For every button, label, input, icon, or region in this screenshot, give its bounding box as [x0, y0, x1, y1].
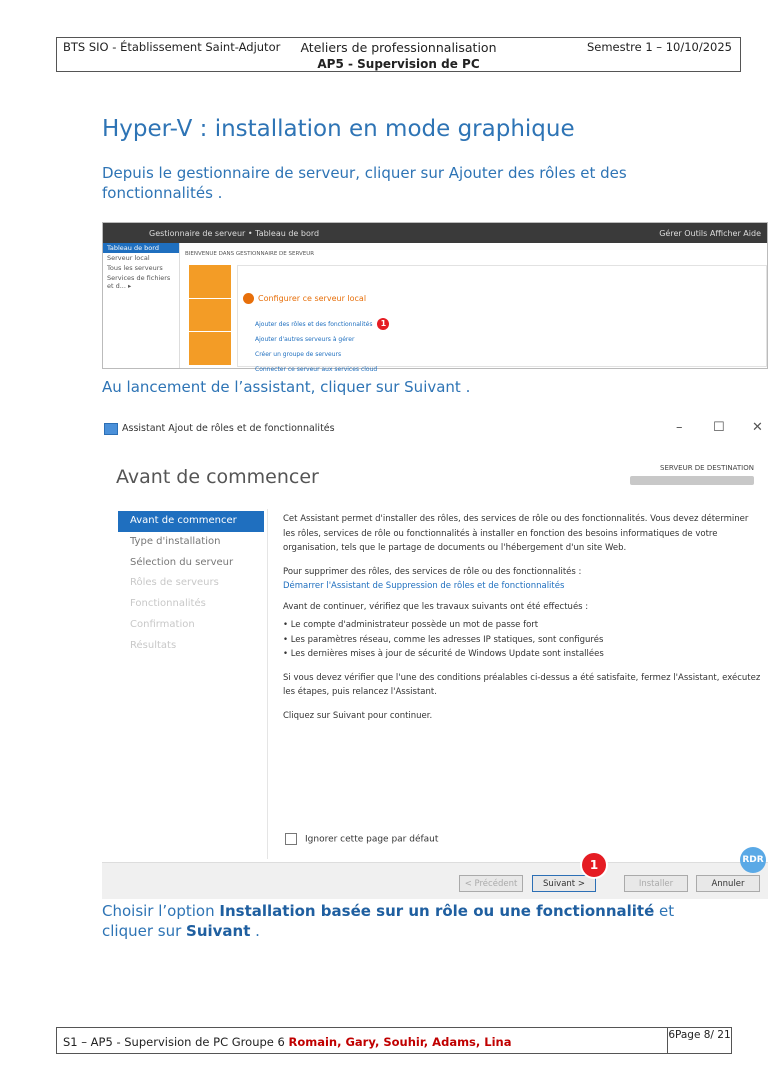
minimize-icon: –	[676, 420, 683, 435]
footer-left: S1 – AP5 - Supervision de PC Groupe 6 Romain, Gary, Souhir, Adams, Lina	[63, 1035, 512, 1049]
header-left: BTS SIO - Établissement Saint-Adjutor	[63, 40, 281, 54]
nav-server-roles: Rôles de serveurs	[130, 577, 219, 589]
welcome-title: BIENVENUE DANS GESTIONNAIRE DE SERVEUR	[185, 251, 315, 257]
step-dot-icon	[243, 293, 254, 304]
intro-text: Cet Assistant permet d'installer des rôles, des services de rôle ou des fonctionnalités. Vous devez déterminer les rôles, services de rôle ou fonctionnalités à installer en fonction des besoins informatiques de votre organisation, tels que le partage de documents ou l'hébergement d'un site Web.	[283, 514, 749, 553]
bullet-item: Les paramètres réseau, comme les adresses IP statiques, sont configurés	[290, 634, 604, 645]
link-create-group: Créer un groupe de serveurs	[255, 351, 342, 358]
wizard-titlebar	[102, 414, 768, 444]
sidebar-item-all-servers: Tous les serveurs	[107, 264, 163, 272]
server-manager-sidebar	[103, 243, 180, 368]
nav-installation-type: Type d'installation	[130, 535, 221, 547]
rdr-logo-icon: RDR	[740, 847, 766, 873]
step-badge: 1	[582, 853, 606, 877]
page-footer	[56, 1027, 732, 1054]
prereq-text: Si vous devez vérifier que l'une des conditions préalables ci-dessus a été satisfaite, fermez l'Assistant, exécutez les étapes, puis relancez l'Assistant.	[283, 672, 761, 697]
server-manager-titlebar	[103, 223, 767, 243]
remove-wizard-link: Démarrer l'Assistant de Suppression de rôles et de fonctionnalités	[283, 581, 565, 591]
nav-confirmation: Confirmation	[130, 618, 195, 630]
header-right: Semestre 1 – 10/10/2025	[586, 40, 732, 54]
previous-button: < Précédent	[459, 875, 523, 892]
quick-start-links	[255, 317, 389, 377]
checkbox-icon	[285, 833, 297, 845]
server-manager-menu: Gérer Outils Afficher Aide	[659, 229, 761, 238]
destination-server-label: SERVEUR DE DESTINATION	[660, 464, 754, 472]
paragraph-1: Depuis le gestionnaire de serveur, cliquer sur Ajouter des rôles et des fonctionnalités .	[102, 164, 627, 202]
skip-page-checkbox: Ignorer cette page par défaut	[285, 833, 438, 845]
footer-names: Romain, Gary, Souhir, Adams, Lina	[288, 1035, 512, 1049]
server-manager-screenshot	[102, 222, 768, 373]
wizard-page-title: Avant de commencer	[116, 466, 319, 488]
close-icon: ✕	[752, 420, 763, 435]
page-header	[56, 37, 741, 72]
page-number: 6Page 8/ 21	[667, 1028, 731, 1053]
next-keyword: Suivant	[186, 922, 251, 940]
check-intro: Avant de continuer, vérifiez que les travaux suivants ont été effectués :	[283, 601, 589, 612]
sidebar-item-dashboard: Tableau de bord	[103, 243, 179, 253]
maximize-icon: ☐	[713, 420, 725, 435]
nav-features: Fonctionnalités	[130, 598, 206, 610]
sidebar-item-local-server: Serveur local	[107, 254, 150, 262]
nav-before-you-begin: Avant de commencer	[118, 511, 264, 532]
wizard-app-icon	[104, 423, 118, 435]
quick-start-panel	[189, 265, 231, 365]
next-button: Suivant >	[532, 875, 596, 892]
configure-local-server: Configurer ce serveur local	[243, 293, 366, 304]
wizard-title: Assistant Ajout de rôles et de fonctionnalités	[122, 423, 335, 434]
paragraph-3: Choisir l’option Installation basée sur un rôle ou une fonctionnalité et cliquer sur Suivant .	[102, 902, 675, 940]
remove-text: Pour supprimer des rôles, des services de rôle ou des fonctionnalités :	[283, 566, 582, 577]
option-name: Installation basée sur un rôle ou une fonctionnalité	[219, 902, 655, 920]
header-center-subtitle: AP5 - Supervision de PC	[317, 57, 480, 71]
nav-server-selection: Sélection du serveur	[130, 556, 234, 568]
bullet-item: Les dernières mises à jour de sécurité de Windows Update sont installées	[290, 649, 604, 659]
wizard-button-bar	[102, 862, 768, 899]
server-manager-title: Gestionnaire de serveur • Tableau de bord	[149, 229, 320, 238]
server-manager-main	[183, 243, 767, 373]
link-add-roles: Ajouter des rôles et des fonctionnalités 1	[255, 317, 389, 332]
destination-server-blurred	[630, 476, 754, 485]
nav-divider	[267, 509, 268, 859]
wizard-screenshot	[102, 414, 768, 898]
continue-text: Cliquez sur Suivant pour continuer.	[283, 710, 433, 721]
cancel-button: Annuler	[696, 875, 760, 892]
sidebar-item-file-services: Services de fichiers et d... ▸	[107, 274, 171, 290]
nav-results: Résultats	[130, 639, 177, 651]
paragraph-2: Au lancement de l’assistant, cliquer sur Suivant .	[102, 378, 471, 396]
step-badge: 1	[377, 318, 389, 330]
header-center-title: Ateliers de professionnalisation	[300, 40, 497, 55]
link-add-servers: Ajouter d'autres serveurs à gérer	[255, 336, 355, 343]
wizard-nav	[118, 511, 264, 657]
bullet-item: Le compte d'administrateur possède un mot de passe fort	[290, 620, 539, 630]
install-button: Installer	[624, 875, 688, 892]
link-cloud: Connecter ce serveur aux services cloud	[255, 366, 378, 373]
wizard-body-text: Cet Assistant permet d'installer des rôles, des services de rôle ou des fonctionnalités. Vous devez déterminer les rôles, services de rôle ou fonctionnalités à installer en fonction des besoins informatiques de votre organisation, tels que le partage de documents ou l'hébergement d'un site Web. Pour supprimer des rôles, des services de rôle ou des fonctionnalités : Démarrer l'Assistant de Suppression de rôles et de fonctionnalités Avant de continuer, vérifiez que les travaux suivants ont été effectués : • Le compte d'administrateur possède un mot de passe fort • Les paramètres réseau, comme les adresses IP statiques, sont configurés • Les dernières mises à jour de sécurité de Windows Update sont installées Si vous devez vérifier que l'une des conditions préalables ci-dessus a été satisfaite, fermez l'Assistant, exécutez les étapes, puis relancez l'Assistant. Cliquez sur Suivant pour continuer.	[283, 512, 761, 732]
section-heading: Hyper-V : installation en mode graphique	[102, 116, 575, 142]
